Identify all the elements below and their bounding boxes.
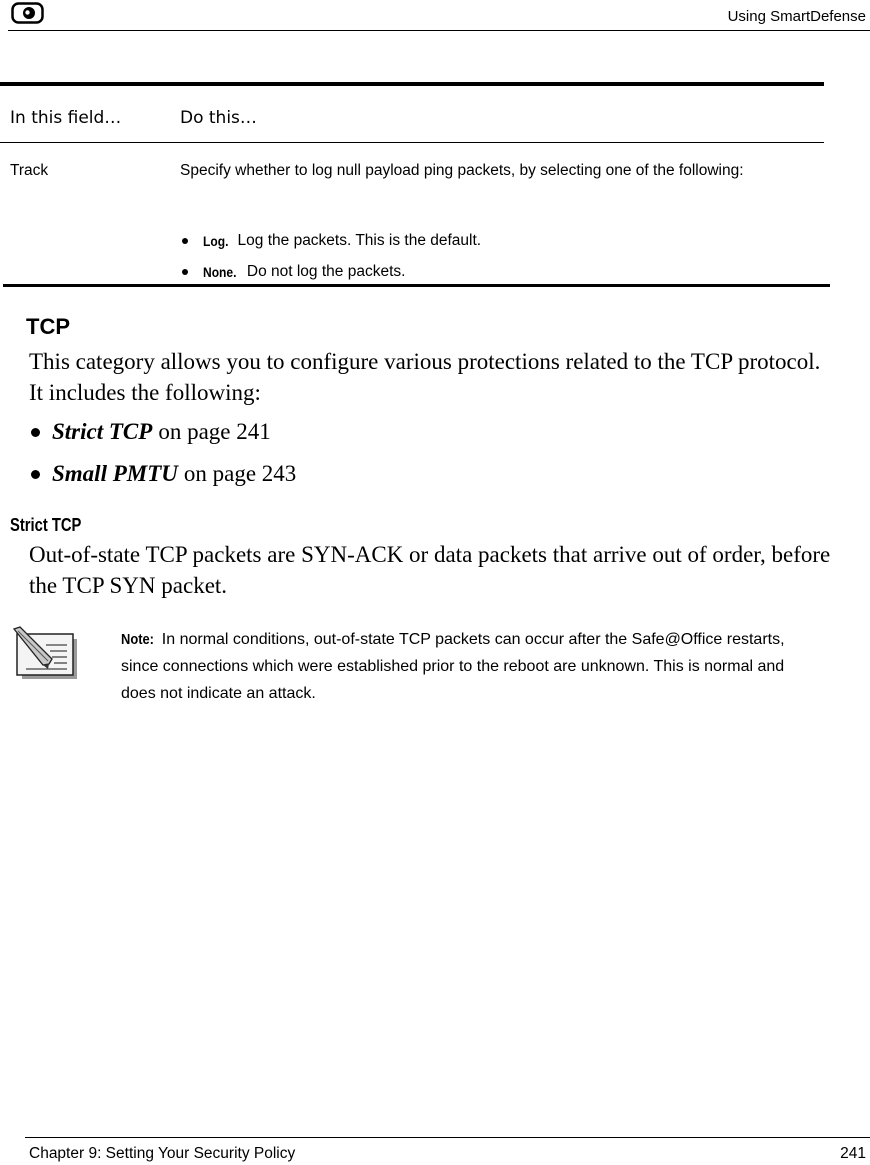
footer-divider (25, 1137, 870, 1138)
page-reference: on page 241 (158, 419, 271, 444)
option-text: Do not log the packets. (246, 263, 406, 280)
list-item-strict-tcp (29, 419, 271, 445)
option-term: None. (203, 264, 237, 280)
note-pad-icon (12, 626, 78, 680)
table-cell-field: Track (10, 162, 49, 179)
link-small-pmtu[interactable]: Small PMTU (52, 461, 178, 486)
table-bottom-border (3, 284, 830, 287)
footer-page-number: 241 (840, 1145, 866, 1162)
footer-chapter: Chapter 9: Setting Your Security Policy (29, 1145, 296, 1162)
bullet-icon (31, 470, 40, 479)
subsection-heading-strict-tcp: Strict TCP (10, 515, 82, 535)
tcp-intro-paragraph: This category allows you to configure various protections related to the TCP protocol. It includes the following: (29, 349, 821, 405)
option-term: Log. (203, 233, 229, 249)
header-divider (8, 30, 870, 31)
link-strict-tcp[interactable]: Strict TCP (52, 419, 153, 444)
list-item-small-pmtu (29, 461, 296, 487)
bullet-icon (182, 238, 188, 244)
table-top-border (0, 82, 824, 86)
header-title: Using SmartDefense (727, 8, 866, 25)
note-text: In normal conditions, out-of-state TCP packets can occur after the Safe@Office restarts, since connections which were established prior to the reboot are unknown. This is normal and does not indicate an attack. (121, 631, 785, 702)
option-item-none (180, 263, 405, 281)
page-reference: on page 243 (183, 461, 297, 486)
option-text: Log the packets. This is the default. (237, 232, 482, 249)
strict-tcp-paragraph: Out-of-state TCP packets are SYN-ACK or data packets that arrive out of order, before the TCP SYN packet. (29, 542, 831, 598)
table-cell-description: Specify whether to log null payload ping packets, by selecting one of the following: (180, 162, 744, 179)
table-header-divider (0, 142, 824, 143)
bullet-icon (31, 428, 40, 437)
table-header-action: Do this… (180, 108, 257, 128)
camera-logo-icon (11, 2, 44, 24)
note-label: Note: (121, 631, 154, 648)
bullet-icon (182, 269, 188, 275)
note-block (121, 626, 821, 707)
section-heading-tcp: TCP (26, 314, 70, 339)
option-item-log (180, 232, 481, 250)
table-header-field: In this field… (10, 108, 122, 128)
